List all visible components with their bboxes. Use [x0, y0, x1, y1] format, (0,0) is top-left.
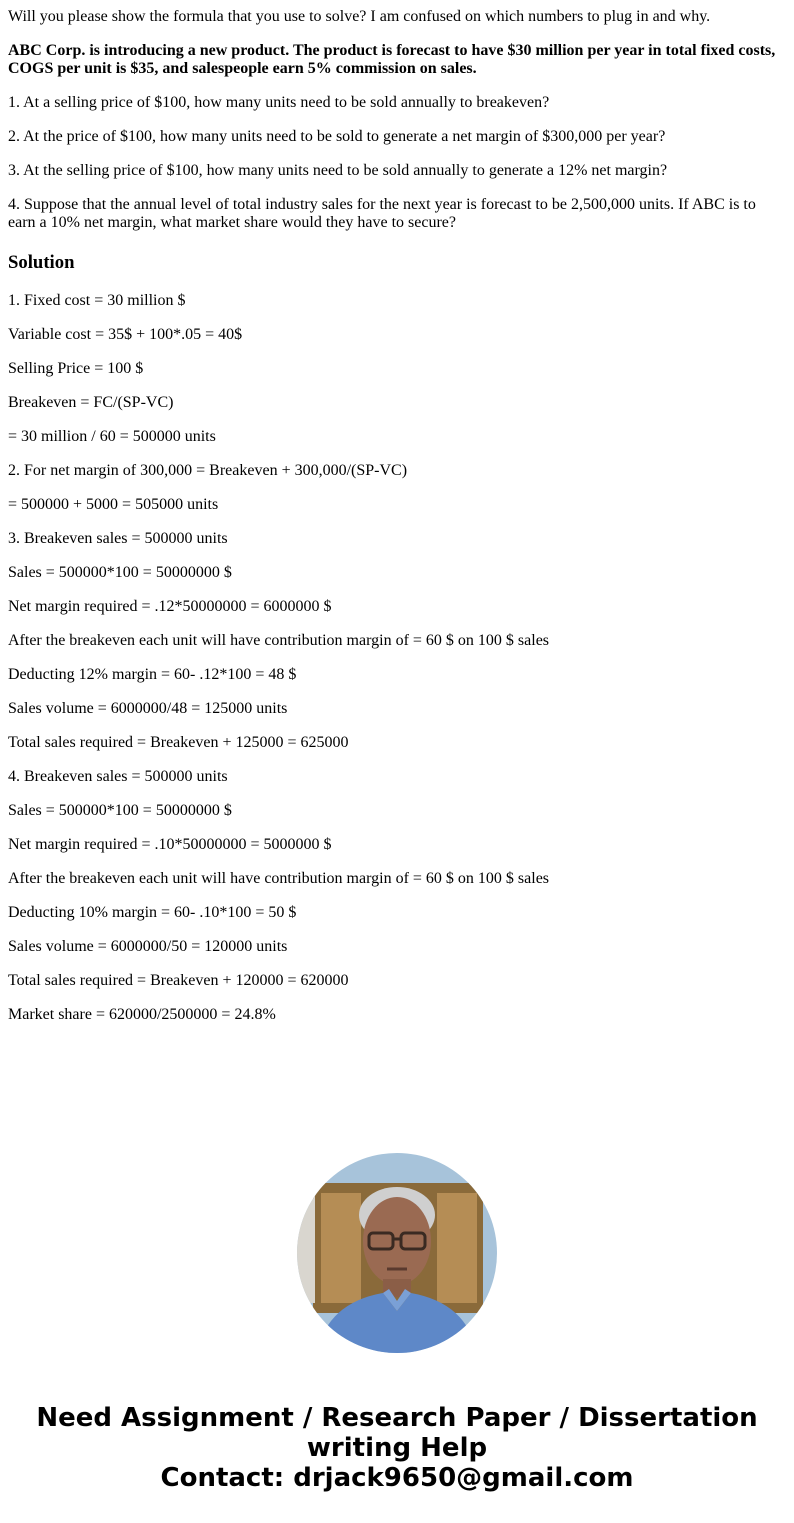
- solution-line: Sales = 500000*100 = 50000000 $: [8, 802, 232, 819]
- problem-statement: ABC Corp. is introducing a new product. The product is forecast to have $30 million per year in total fixed costs, COGS per unit is $35, and salespeople earn 5% commission on sales.: [8, 42, 776, 77]
- question-item-4: 4. Suppose that the annual level of total industry sales for the next year is forecast to be 2,500,000 units. If ABC is to earn a 10% net margin, what market share would they have to secure?: [8, 196, 756, 231]
- question-intro: Will you please show the formula that you use to solve? I am confused on which numbers to plug in and why.: [8, 8, 711, 25]
- solution-line: Breakeven = FC/(SP-VC): [8, 394, 174, 411]
- footer-line-1: Need Assignment / Research Paper / Dissertation: [36, 1403, 758, 1433]
- solution-line: 1. Fixed cost = 30 million $: [8, 292, 186, 309]
- solution-line: Sales = 500000*100 = 50000000 $: [8, 564, 232, 581]
- question-item-2: 2. At the price of $100, how many units need to be sold to generate a net margin of $300,000 per year?: [8, 128, 666, 145]
- solution-line: Sales volume = 6000000/48 = 125000 units: [8, 700, 288, 717]
- question-item-3: 3. At the selling price of $100, how many units need to be sold annually to generate a 12% net margin?: [8, 162, 668, 179]
- solution-line: Total sales required = Breakeven + 120000 = 620000: [8, 972, 349, 989]
- question-item-1: 1. At a selling price of $100, how many units need to be sold annually to breakeven?: [8, 94, 550, 111]
- solution-line: 4. Breakeven sales = 500000 units: [8, 768, 228, 785]
- solution-line: = 500000 + 5000 = 505000 units: [8, 496, 219, 513]
- solution-line: 3. Breakeven sales = 500000 units: [8, 530, 228, 547]
- solution-line: Sales volume = 6000000/50 = 120000 units: [8, 938, 288, 955]
- solution-line: Deducting 10% margin = 60- .10*100 = 50 $: [8, 904, 297, 921]
- solution-line: 2. For net margin of 300,000 = Breakeven + 300,000/(SP-VC): [8, 462, 408, 479]
- solution-line: Total sales required = Breakeven + 125000 = 625000: [8, 734, 349, 751]
- footer-banner: [0, 1403, 794, 1493]
- author-avatar: [297, 1153, 497, 1353]
- solution-line: Deducting 12% margin = 60- .12*100 = 48 $: [8, 666, 297, 683]
- footer-contact: Contact: drjack9650@gmail.com: [160, 1463, 634, 1493]
- solution-line: After the breakeven each unit will have contribution margin of = 60 $ on 100 $ sales: [8, 870, 550, 887]
- author-photo-icon: [297, 1153, 497, 1353]
- solution-line: Net margin required = .10*50000000 = 5000000 $: [8, 836, 332, 853]
- solution-line: Variable cost = 35$ + 100*.05 = 40$: [8, 326, 243, 343]
- solution-heading: Solution: [8, 252, 75, 273]
- solution-line: After the breakeven each unit will have contribution margin of = 60 $ on 100 $ sales: [8, 632, 550, 649]
- solution-line: Market share = 620000/2500000 = 24.8%: [8, 1006, 276, 1023]
- footer-line-2: writing Help: [306, 1433, 488, 1463]
- solution-lines: [8, 292, 786, 1024]
- solution-line: = 30 million / 60 = 500000 units: [8, 428, 216, 445]
- solution-line: Net margin required = .12*50000000 = 6000000 $: [8, 598, 332, 615]
- solution-line: Selling Price = 100 $: [8, 360, 144, 377]
